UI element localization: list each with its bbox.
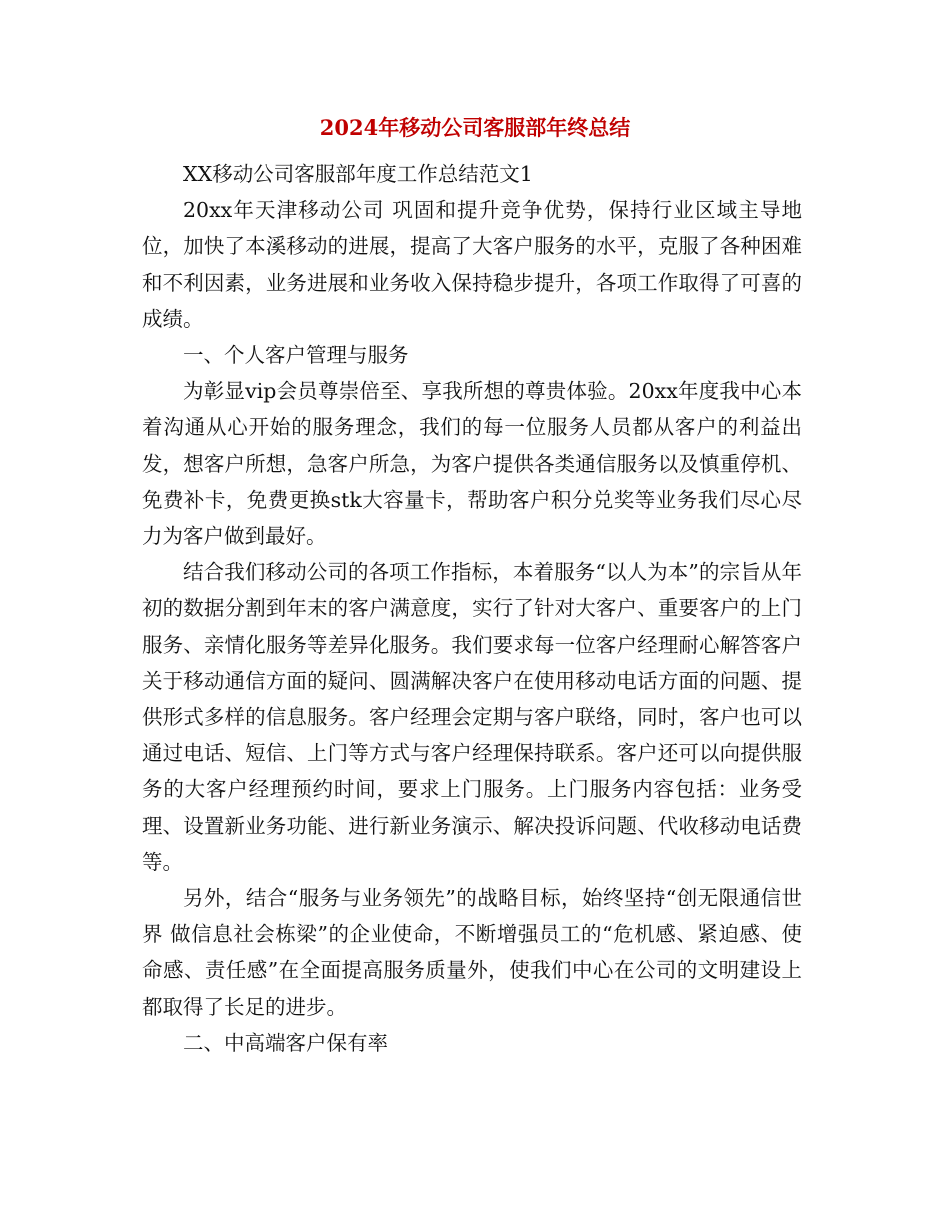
paragraph-strategy: 另外，结合“服务与业务领先”的战略目标，始终坚持“创无限通信世界 做信息社会栋梁”的企业使命，不断增强员工的“危机感、紧迫感、使命感、责任感”在全面提高服务质量外，使我们中心在公司的文明建设上都取得了长足的进步。 xyxy=(142,886,802,1019)
paragraph-intro: 20xx年天津移动公司 巩固和提升竞争优势，保持行业区域主导地位，加快了本溪移动的进展，提高了大客户服务的水平，克服了各种困难和不利因素，业务进展和业务收入保持稳步提升，各项工作取得了可喜的成绩。 xyxy=(142,198,802,331)
paragraph-key-client-service: 结合我们移动公司的各项工作指标，本着服务“以人为本”的宗旨从年初的数据分割到年末的客户满意度，实行了针对大客户、重要客户的上门服务、亲情化服务等差异化服务。我们要求每一位客户经理耐心解答客户关于移动通信方面的疑问、圆满解决客户在使用移动电话方面的问题、提供形式多样的信息服务。客户经理会定期与客户联络，同时，客户也可以通过电话、短信、上门等方式与客户经理保持联系。客户还可以向提供服务的大客户经理预约时间，要求上门服务。上门服务内容包括：业务受理、设置新业务功能、进行新业务演示、解决投诉问题、代收移动电话费等。 xyxy=(142,560,802,874)
document-title: 2024年移动公司客服部年终总结 xyxy=(319,115,631,140)
section-heading-2: 二、中高端客户保有率 xyxy=(183,1030,388,1055)
document-body xyxy=(142,156,802,1061)
paragraph-subtitle: XX移动公司客服部年度工作总结范文1 xyxy=(183,162,533,186)
paragraph-vip-service: 为彰显vip会员尊崇倍至、享我所想的尊贵体验。20xx年度我中心本着沟通从心开始的服务理念，我们的每一位服务人员都从客户的利益出发，想客户所想，急客户所急，为客户提供各类通信服务以及慎重停机、免费补卡，免费更换stk大容量卡，帮助客户积分兑奖等业务我们尽心尽力为客户做到最好。 xyxy=(142,379,802,549)
section-heading-1: 一、个人客户管理与服务 xyxy=(183,343,409,368)
